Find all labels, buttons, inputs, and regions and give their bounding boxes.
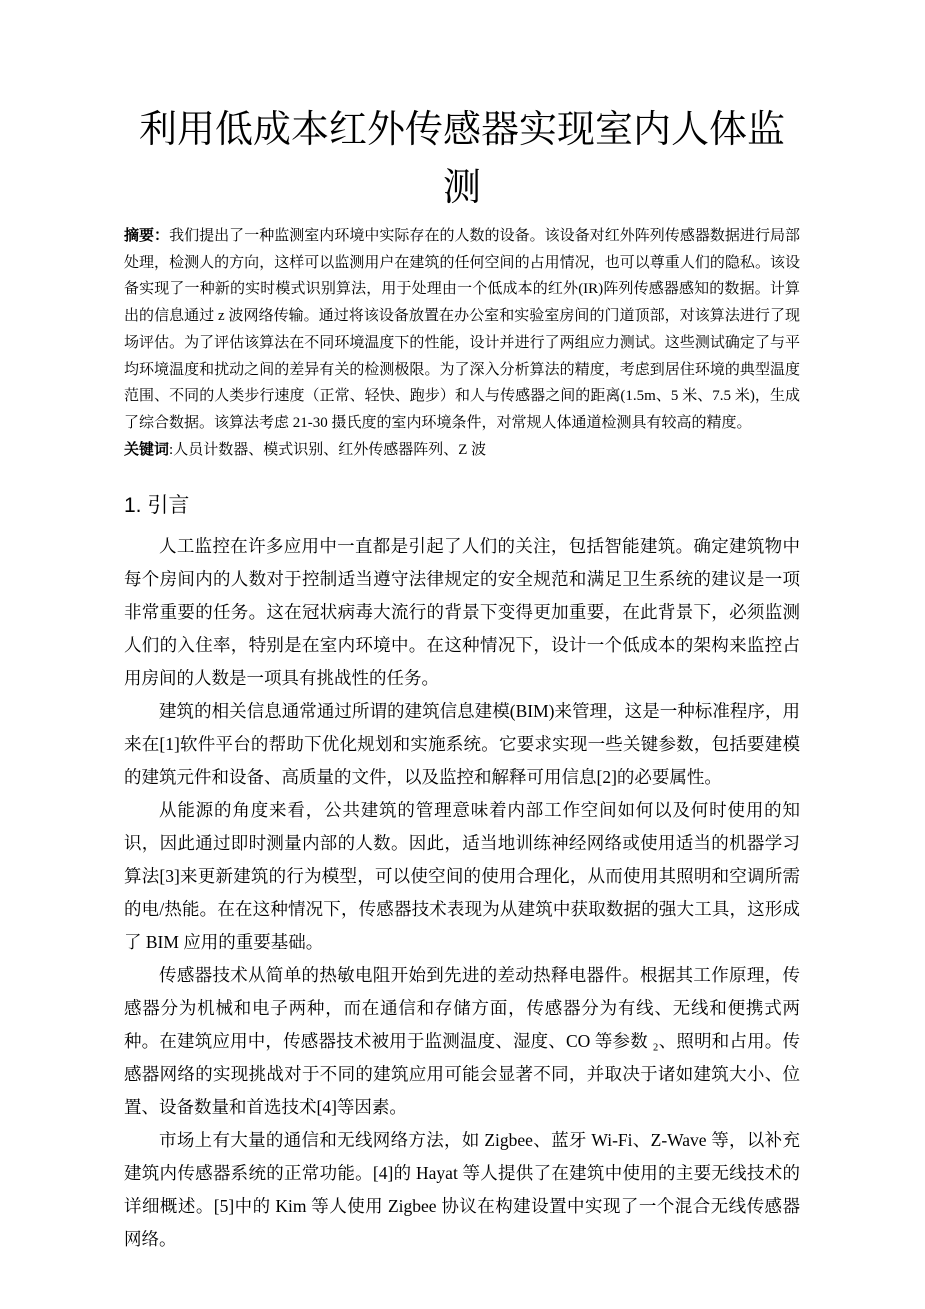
page-title: 利用低成本红外传感器实现室内人体监测 <box>138 109 785 209</box>
keywords-label: 关键词 <box>124 441 170 458</box>
section-1-body <box>124 530 800 1256</box>
section-1-heading: 1. 引言 <box>124 494 190 518</box>
intro-paragraph-2: 建筑的相关信息通常通过所谓的建筑信息建模(BIM)来管理，这是一种标准程序，用来在[1]软件平台的帮助下优化规划和实施系统。它要求实现一些关键参数，包括要建模的建筑元件和设备、高质量的文件，以及监控和解释可用信息[2]的必要属性。 <box>124 701 800 788</box>
intro-paragraph-4: 传感器技术从简单的热敏电阻开始到先进的差动热释电器件。根据其工作原理，传感器分为机械和电子两种，而在通信和存储方面，传感器分为有线、无线和便携式两种。在建筑应用中，传感器技术被用于监测温度、湿度、CO 等参数 ₂、照明和占用。传感器网络的实现挑战对于不同的建筑应用可能会显著不同，并取决于诸如建筑大小、位置、设备数量和首选技术[4]等因素。 <box>124 965 800 1118</box>
intro-paragraph-3: 从能源的角度来看，公共建筑的管理意味着内部工作空间如何以及何时使用的知识，因此通过即时测量内部的人数。因此，适当地训练神经网络或使用适当的机器学习算法[3]来更新建筑的行为模型，可以使空间的使用合理化，从而使用其照明和空调所需的电/热能。在在这种情况下，传感器技术表现为从建筑中获取数据的强大工具，这形成了 BIM 应用的重要基础。 <box>124 800 800 953</box>
abstract-label: 摘要： <box>124 228 170 244</box>
intro-paragraph-5: 市场上有大量的通信和无线网络方法，如 Zigbee、蓝牙 Wi-Fi、Z-Wave 等，以补充建筑内传感器系统的正常功能。[4]的 Hayat 等人提供了在建筑中使用的主要无线技术的详细概述。[5]中的 Kim 等人使用 Zigbee 协议在构建设置中实现了一个混合无线传感器网络。 <box>124 1130 800 1250</box>
keywords-text: 人员计数器、模式识别、红外传感器阵列、Z 波 <box>173 441 487 458</box>
abstract-paragraph <box>124 223 800 437</box>
abstract-text: 我们提出了一种监测室内环境中实际存在的人数的设备。该设备对红外阵列传感器数据进行局部处理，检测人的方向，这样可以监测用户在建筑的任何空间的占用情况，也可以尊重人们的隐私。该设备实现了一种新的实时模式识别算法，用于处理由一个低成本的红外(IR)阵列传感器感知的数据。计算出的信息通过 z 波网络传输。通过将该设备放置在办公室和实验室房间的门道顶部，对该算法进行了现场评估。为了评估该算法在不同环境温度下的性能，设计并进行了两组应力测试。这些测试确定了与平均环境温度和扰动之间的差异有关的检测极限。为了深入分析算法的精度，考虑到居住环境的典型温度范围、不同的人类步行速度（正常、轻快、跑步）和人与传感器之间的距离(1.5m、5 米、7.5 米)，生成了综合数据。该算法考虑 21-30 摄氏度的室内环境条件，对常规人体通道检测具有较高的精度。 <box>124 228 800 431</box>
keywords-line <box>124 437 800 464</box>
intro-paragraph-1: 人工监控在许多应用中一直都是引起了人们的关注，包括智能建筑。确定建筑物中每个房间内的人数对于控制适当遵守法律规定的安全规范和满足卫生系统的建议是一项非常重要的任务。这在冠状病毒大流行的背景下变得更加重要，在此背景下，必须监测人们的入住率，特别是在室内环境中。在这种情况下，设计一个低成本的架构来监控占用房间的人数是一项具有挑战性的任务。 <box>124 536 800 689</box>
keywords-separator: : <box>169 441 174 458</box>
